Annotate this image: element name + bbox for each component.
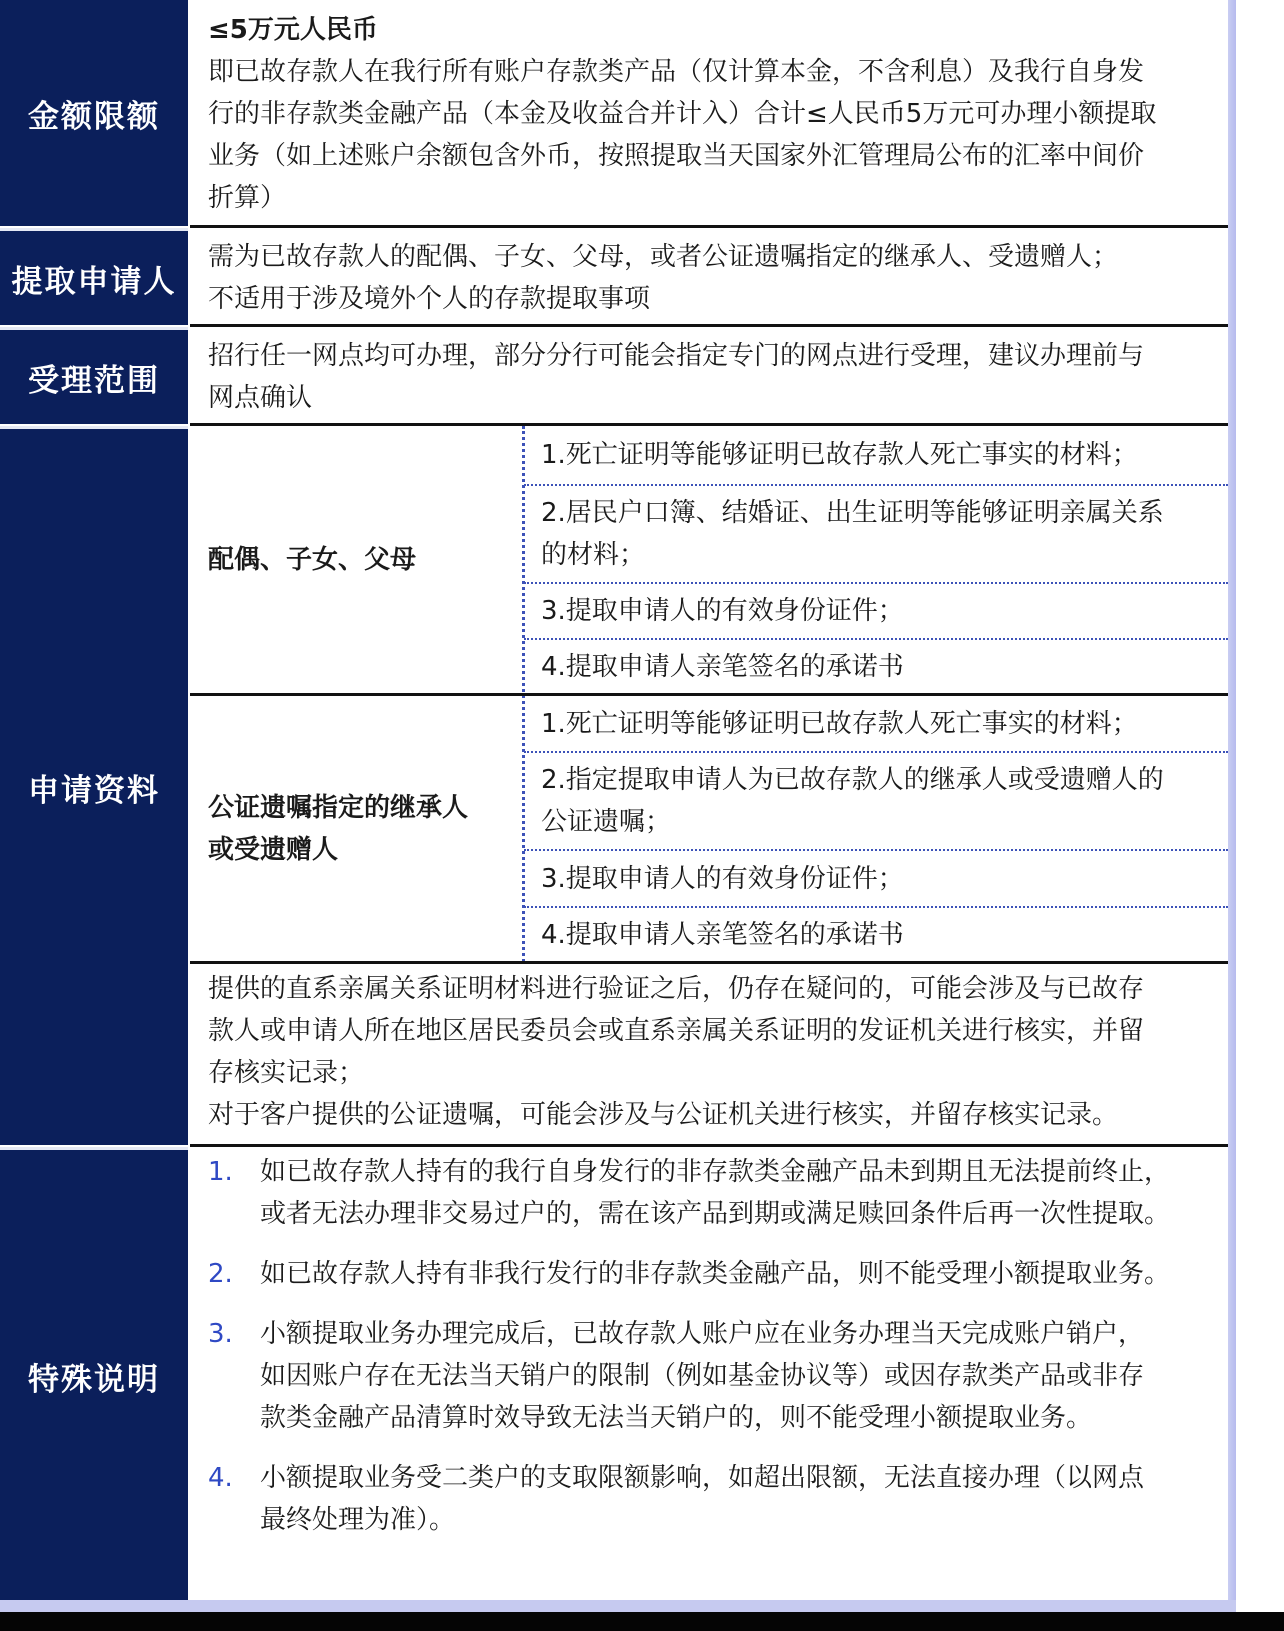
material-item-text: 2.居民户口簿、结婚证、出生证明等能够证明亲属关系 [541,498,1164,528]
label-special-notes: 特殊说明 [0,1147,188,1602]
verification-line: 提供的直系亲属关系证明材料进行验证之后，仍存在疑问的，可能会涉及与已故存 [208,974,1145,1004]
material-item-text: 4.提取申请人亲笔签名的承诺书 [541,920,904,950]
note-line: 小额提取业务办理完成后，已故存款人账户应在业务办理当天完成账户销户， [260,1319,1145,1349]
material-item-text: 3.提取申请人的有效身份证件； [541,863,904,894]
material-item-text: 3.提取申请人的有效身份证件； [541,596,904,626]
note-line: 款类金融产品清算时效导致无法当天销户的，则不能受理小额提取业务。 [260,1403,1093,1433]
group-name-text: 公证遗嘱指定的继承人 [208,793,469,823]
label-applicant: 提取申请人 [0,228,188,325]
note-number: 4. [208,1463,233,1493]
scope-line: 招行任一网点均可办理，部分分行可能会指定专门的网点进行受理，建议办理前与 [208,341,1145,371]
group-name-will [190,696,522,962]
material-item [527,851,1217,906]
material-item-text: 1.死亡证明等能够证明已故存款人死亡事实的材料； [541,708,1138,739]
content-applicant [190,228,1228,325]
material-item [527,753,1217,849]
amount-line: 业务（如上述账户余额包含外币，按照提取当天国家外汇管理局公布的汇率中间价 [208,141,1145,171]
note-item [190,1313,1228,1439]
row-scope [0,327,1228,424]
group-name-family [190,426,522,694]
note-line: 最终处理为准）。 [260,1505,456,1535]
label-scope: 受理范围 [0,327,188,424]
material-item-text: 1.死亡证明等能够证明已故存款人死亡事实的材料； [541,440,1138,470]
group-name-text: 或受遗赠人 [208,835,339,865]
amount-line: 即已故存款人在我行所有账户存款类产品（仅计算本金，不含利息）及我行自身发 [208,57,1145,87]
frame-bottom-edge [0,1600,1236,1612]
row-applicant [0,228,1228,325]
note-line: 如因账户存在无法当天销户的限制（例如基金协议等）或因存款类产品或非存 [260,1361,1145,1391]
verification-line: 款人或申请人所在地区居民委员会或直系亲属关系证明的发证机关进行核实，并留 [208,1016,1145,1046]
material-item [527,696,1217,751]
note-item [190,1457,1228,1541]
material-item [527,908,1217,962]
special-notes-list [190,1151,1228,1541]
divider [190,961,1228,964]
material-item [527,426,1217,484]
verification-line: 对于客户提供的公证遗嘱，可能会涉及与公证机关进行核实，并留存核实记录。 [208,1100,1119,1130]
material-item [527,584,1217,638]
material-item-text: 4.提取申请人亲笔签名的承诺书 [541,652,904,682]
note-item [190,1253,1228,1295]
material-item [527,486,1217,582]
label-amount-limit: 金额限额 [0,0,188,226]
group-name-text: 配偶、子女、父母 [208,545,417,575]
amount-headline: ≤5万元人民币 [208,15,378,45]
note-number: 3. [208,1319,233,1349]
note-number: 1. [208,1157,233,1187]
note-line: 如已故存款人持有非我行发行的非存款类金融产品，则不能受理小额提取业务。 [260,1259,1171,1289]
note-line: 或者无法办理非交易过户的，需在该产品到期或满足赎回条件后再一次性提取。 [260,1199,1171,1229]
note-line: 如已故存款人持有的我行自身发行的非存款类金融产品未到期且无法提前终止， [260,1157,1171,1187]
verification-note [190,968,1228,1144]
verification-line: 存核实记录； [208,1058,365,1088]
label-materials: 申请资料 [0,426,188,1145]
amount-line: 行的非存款类金融产品（本金及收益合并计入）合计≤人民币5万元可办理小额提取 [208,99,1157,129]
content-scope [190,327,1228,424]
amount-line: 折算） [208,183,287,213]
note-item [190,1151,1228,1235]
material-item-text: 的材料； [541,540,646,570]
applicant-line: 需为已故存款人的配偶、子女、父母，或者公证遗嘱指定的继承人、受遗赠人； [208,242,1119,272]
bottom-black-bar [0,1612,1284,1631]
note-line: 小额提取业务受二类户的支取限额影响，如超出限额，无法直接办理（以网点 [260,1463,1145,1493]
frame-right-edge [1228,0,1236,1612]
note-number: 2. [208,1259,233,1289]
material-item-text: 公证遗嘱； [541,807,672,837]
material-item [527,640,1217,694]
scope-line: 网点确认 [208,383,313,413]
content-amount-limit [190,0,1228,226]
material-item-text: 2.指定提取申请人为已故存款人的继承人或受遗赠人的 [541,765,1164,795]
row-amount-limit [0,0,1228,226]
applicant-line: 不适用于涉及境外个人的存款提取事项 [208,284,651,314]
